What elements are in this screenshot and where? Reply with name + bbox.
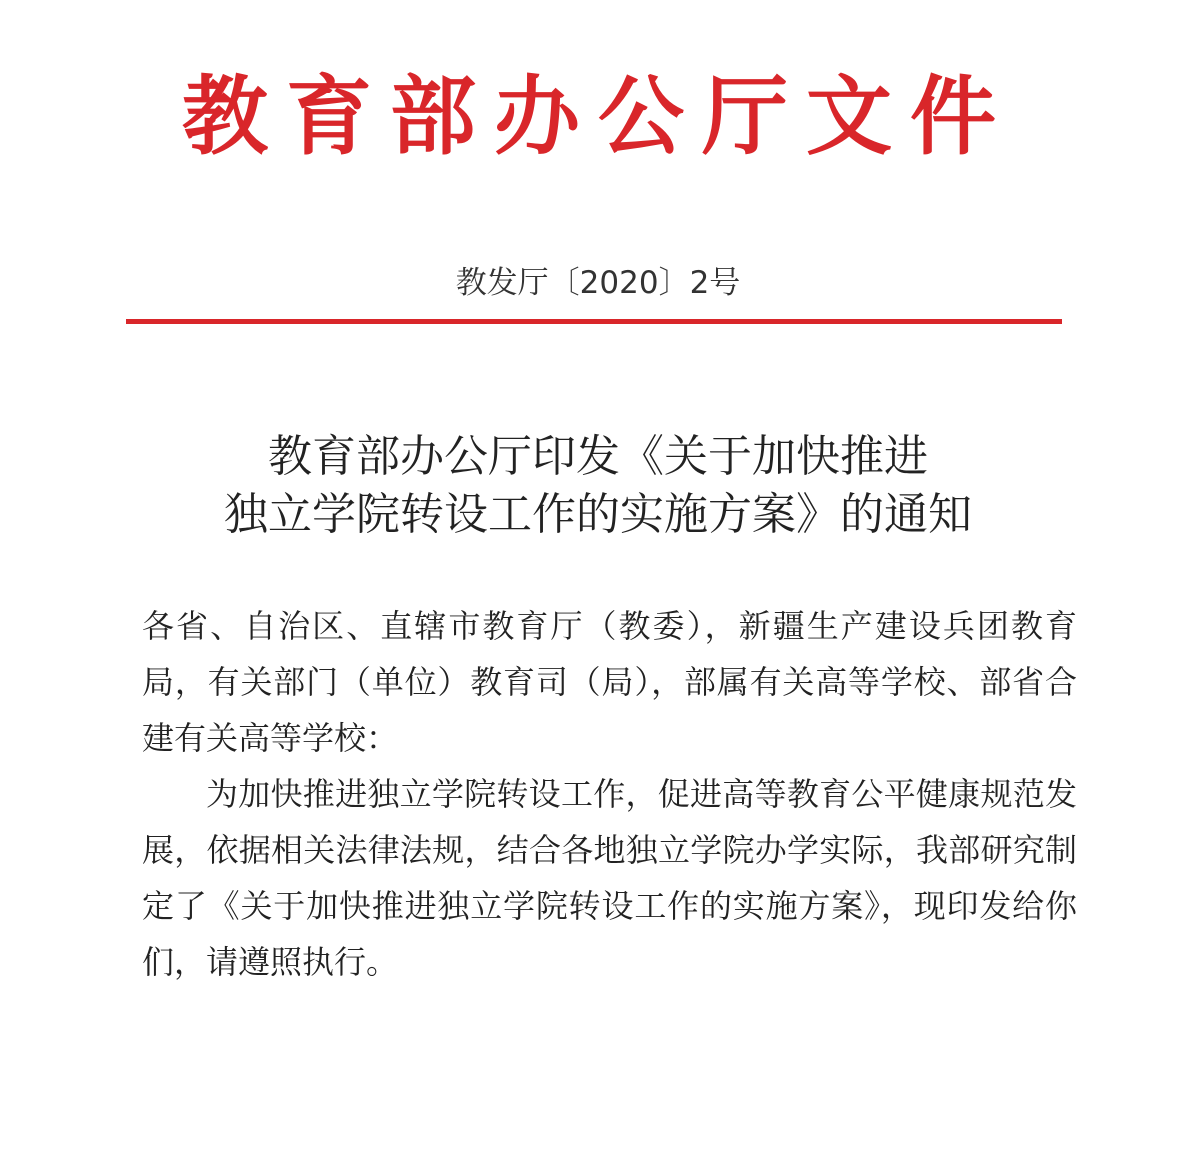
red-divider-line	[126, 319, 1062, 324]
notice-title-line-2: 独立学院转设工作的实施方案》的通知	[224, 489, 972, 540]
body-paragraph: 为加快推进独立学院转设工作，促进高等教育公平健康规范发展，依据相关法律法规，结合各地独立学院办学实际，我部研究制定了《关于加快推进独立学院转设工作的实施方案》，现印发给你们，请遵照执行。	[142, 775, 1077, 981]
document-header-title: 教育部办公厅文件	[182, 66, 1014, 167]
notice-title	[0, 428, 1196, 544]
document-number: 教发厅〔2020〕2号	[455, 265, 741, 301]
notice-body	[142, 598, 1077, 990]
recipients-paragraph: 各省、自治区、直辖市教育厅（教委），新疆生产建设兵团教育局，有关部门（单位）教育司（局），部属有关高等学校、部省合建有关高等学校：	[142, 607, 1077, 757]
notice-title-line-1: 教育部办公厅印发《关于加快推进	[268, 431, 928, 482]
